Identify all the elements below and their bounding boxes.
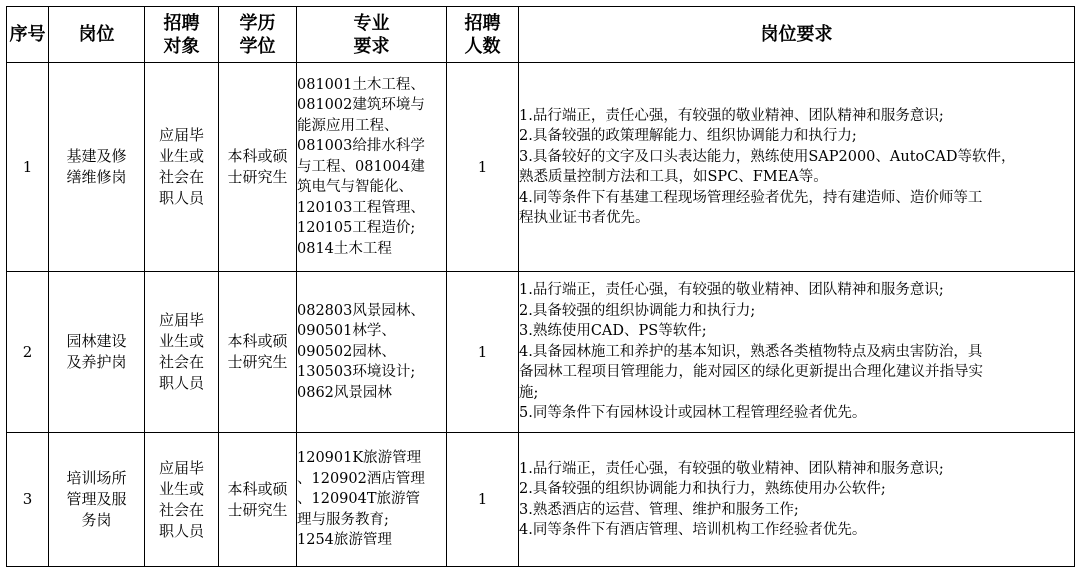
header-major — [297, 7, 447, 63]
position-line: 务岗 — [81, 511, 112, 529]
header-requirements: 岗位要求 — [519, 7, 1075, 63]
table-row — [7, 433, 1075, 567]
position-line: 基建及修 — [66, 147, 127, 165]
row-position — [49, 63, 145, 272]
position-line: 缮维修岗 — [66, 168, 127, 186]
major-line: 0814土木工程 — [297, 240, 392, 257]
row-count: 1 — [447, 433, 519, 567]
target-line: 职人员 — [158, 189, 204, 207]
major-line: 090502园林、 — [297, 343, 396, 360]
header-count — [447, 7, 519, 63]
requirement-line: 施; — [519, 384, 539, 401]
requirement-line: 3.熟悉酒店的运营、管理、维护和服务工作; — [519, 501, 799, 518]
row-major — [297, 433, 447, 567]
requirement-line: 4.同等条件下有基建工程现场管理经验者优先，持有建造师、造价师等工 — [519, 189, 983, 206]
table-row — [7, 272, 1075, 433]
target-line: 职人员 — [158, 521, 204, 540]
header-target — [145, 7, 219, 63]
requirement-line: 2.具备较强的组织协调能力和执行力; — [519, 302, 756, 319]
header-major-line: 专业 — [353, 12, 390, 34]
header-position: 岗位 — [49, 7, 145, 63]
target-line: 业生或 — [158, 147, 204, 165]
row-index: 1 — [7, 63, 49, 272]
row-requirements — [519, 272, 1075, 433]
education-line: 士研究生 — [227, 353, 288, 371]
major-line: 081002建筑环境与 — [297, 97, 425, 114]
row-education — [219, 272, 297, 433]
major-line: 120901K旅游管理 — [297, 450, 422, 467]
major-line: 0862风景园林 — [297, 384, 392, 401]
major-line: 130503环境设计; — [297, 364, 416, 381]
row-education — [219, 433, 297, 567]
major-line: 能源应用工程、 — [297, 117, 399, 134]
target-line: 职人员 — [158, 374, 204, 392]
major-line: 1254旅游管理 — [297, 532, 392, 549]
education-line: 本科或硕 — [227, 479, 288, 498]
row-position — [49, 433, 145, 567]
header-row — [7, 7, 1075, 63]
target-line: 社会在 — [158, 168, 204, 186]
header-target-line: 招聘 — [163, 12, 200, 34]
row-target — [145, 433, 219, 567]
header-education-line: 学位 — [239, 35, 276, 57]
row-count: 1 — [447, 63, 519, 272]
target-line: 应届毕 — [158, 458, 204, 477]
requirement-line: 4.同等条件下有酒店管理、培训机构工作经验者优先。 — [519, 522, 867, 538]
requirement-line: 4.具备园林施工和养护的基本知识，熟悉各类植物特点及病虫害防治，具 — [519, 343, 983, 360]
requirement-line: 1.品行端正，责任心强，有较强的敬业精神、团队精神和服务意识; — [519, 282, 944, 299]
row-education — [219, 63, 297, 272]
position-line: 管理及服 — [66, 490, 127, 508]
education-line: 士研究生 — [227, 168, 288, 186]
major-line: 090501林学、 — [297, 323, 396, 340]
target-line: 社会在 — [158, 353, 204, 371]
target-line: 社会在 — [158, 500, 204, 519]
requirement-line: 2.具备较强的政策理解能力、组织协调能力和执行力; — [519, 128, 857, 144]
target-line: 应届毕 — [158, 311, 204, 329]
target-line: 应届毕 — [158, 126, 204, 144]
target-line: 业生或 — [158, 479, 204, 498]
header-target-line: 对象 — [163, 35, 200, 57]
position-line: 及养护岗 — [66, 353, 127, 371]
row-requirements — [519, 433, 1075, 567]
row-index: 3 — [7, 433, 49, 567]
education-line: 本科或硕 — [227, 332, 288, 350]
row-position — [49, 272, 145, 433]
header-count-line: 招聘 — [464, 12, 501, 34]
requirement-line: 1.品行端正，责任心强，有较强的敬业精神、团队精神和服务意识; — [519, 460, 944, 477]
row-major — [297, 63, 447, 272]
major-line: 120103工程管理、 — [297, 199, 425, 216]
row-count: 1 — [447, 272, 519, 433]
requirement-line: 熟悉质量控制方法和工具，如SPC、FMEA等。 — [519, 169, 828, 185]
row-major — [297, 272, 447, 433]
major-line: 082803风景园林、 — [297, 302, 425, 319]
row-target — [145, 63, 219, 272]
requirement-line: 5.同等条件下有园林设计或园林工程管理经验者优先。 — [519, 405, 867, 422]
target-line: 业生或 — [158, 332, 204, 350]
major-line: 、120902酒店管理 — [297, 470, 425, 487]
major-line: 、120904T旅游管 — [297, 491, 421, 508]
major-line: 筑电气与智能化、 — [297, 179, 413, 196]
requirement-line: 备园林工程项目管理能力，能对园区的绿化更新提出合理化建议并指导实 — [519, 364, 983, 381]
major-line: 120105工程造价; — [297, 220, 416, 237]
recruitment-table — [6, 6, 1075, 567]
major-line: 081001土木工程、 — [297, 76, 425, 93]
header-count-line: 人数 — [464, 35, 501, 57]
row-index: 2 — [7, 272, 49, 433]
header-major-line: 要求 — [353, 35, 390, 57]
major-line: 081003给排水科学 — [297, 138, 425, 155]
requirement-line: 1.品行端正，责任心强，有较强的敬业精神、团队精神和服务意识; — [519, 107, 944, 124]
requirement-line: 3.熟练使用CAD、PS等软件; — [519, 323, 707, 340]
header-education-line: 学历 — [239, 12, 276, 34]
position-line: 园林建设 — [66, 332, 127, 350]
row-target — [145, 272, 219, 433]
header-education — [219, 7, 297, 63]
requirement-line: 程执业证书者优先。 — [519, 210, 650, 226]
requirement-line: 3.具备较好的文字及口头表达能力，熟练使用SAP2000、AutoCAD等软件， — [519, 148, 1016, 165]
education-line: 士研究生 — [227, 500, 288, 519]
requirement-line: 2.具备较强的组织协调能力和执行力，熟练使用办公软件; — [519, 481, 886, 497]
major-line: 与工程、081004建 — [297, 158, 425, 175]
header-index: 序号 — [7, 7, 49, 63]
row-requirements — [519, 63, 1075, 272]
position-line: 培训场所 — [66, 469, 127, 487]
major-line: 理与服务教育; — [297, 511, 389, 528]
education-line: 本科或硕 — [227, 147, 288, 165]
table-row — [7, 63, 1075, 272]
